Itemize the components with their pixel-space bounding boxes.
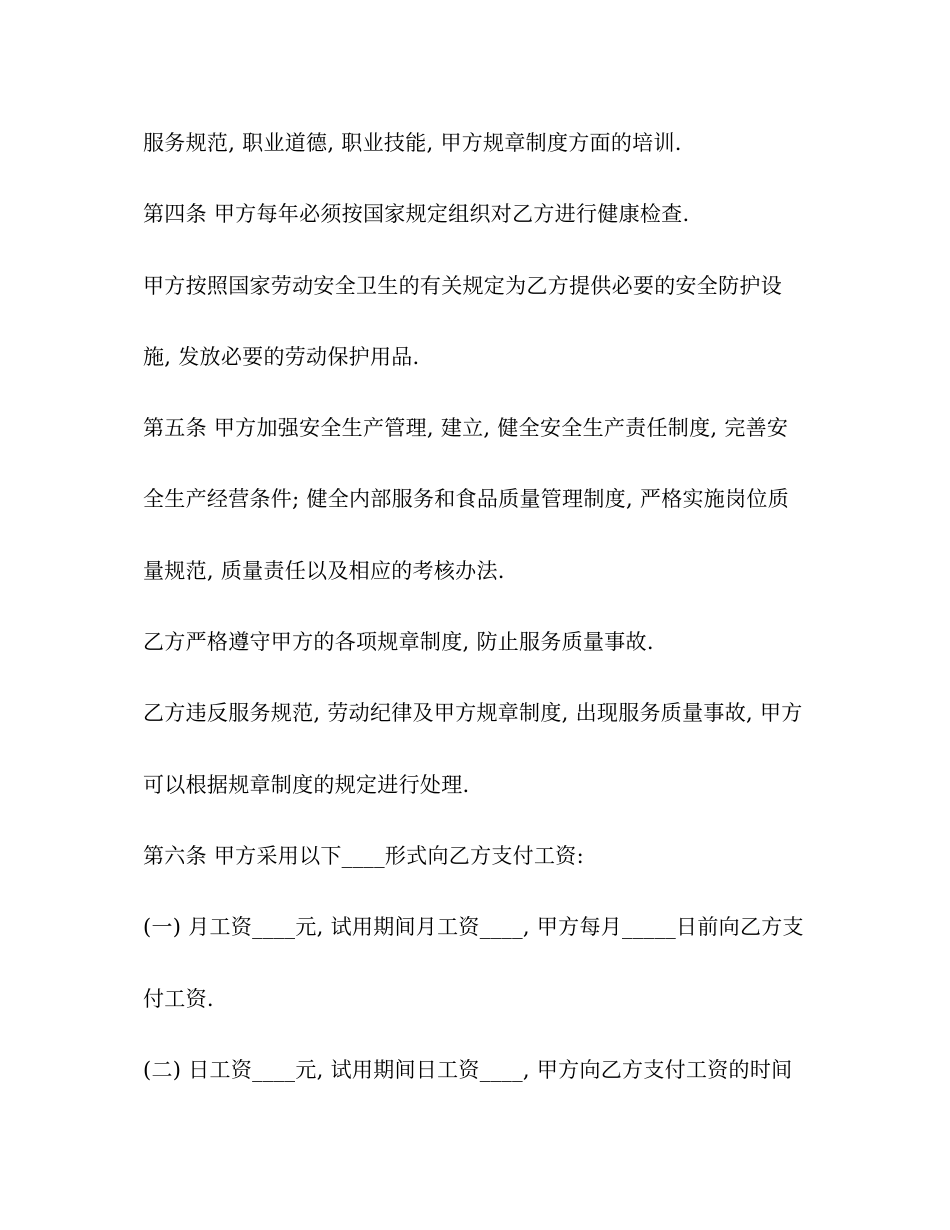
paragraph-line: 乙方严格遵守甲方的各项规章制度, 防止服务质量事故. [143,630,654,655]
paragraph-line: 第五条 甲方加强安全生产管理, 建立, 健全安全生产责任制度, 完善安 [143,416,789,441]
paragraph-line: 第六条 甲方采用以下____形式向乙方支付工资: [143,843,584,868]
paragraph-line: 第四条 甲方每年必须按国家规定组织对乙方进行健康检查. [143,202,690,227]
paragraph-line: (二) 日工资____元, 试用期间日工资____, 甲方向乙方支付工资的时间 [143,1057,793,1082]
paragraph-line: 全生产经营条件; 健全内部服务和食品质量管理制度, 严格实施岗位质 [143,487,789,512]
paragraph-line: 付工资. [143,986,214,1011]
paragraph-line: 量规范, 质量责任以及相应的考核办法. [143,558,505,583]
paragraph-line: 施, 发放必要的劳动保护用品. [143,344,420,369]
paragraph-line: 乙方违反服务规范, 劳动纪律及甲方规章制度, 出现服务质量事故, 甲方 [143,701,803,726]
paragraph-line: (一) 月工资____元, 试用期间月工资____, 甲方每月_____日前向乙方支 [143,915,804,940]
paragraph-line: 甲方按照国家劳动安全卫生的有关规定为乙方提供必要的安全防护设 [143,273,782,298]
paragraph-line: 服务规范, 职业道德, 职业技能, 甲方规章制度方面的培训. [143,131,682,155]
document-body [143,122,843,1120]
paragraph-line: 可以根据规章制度的规定进行处理. [143,772,470,797]
